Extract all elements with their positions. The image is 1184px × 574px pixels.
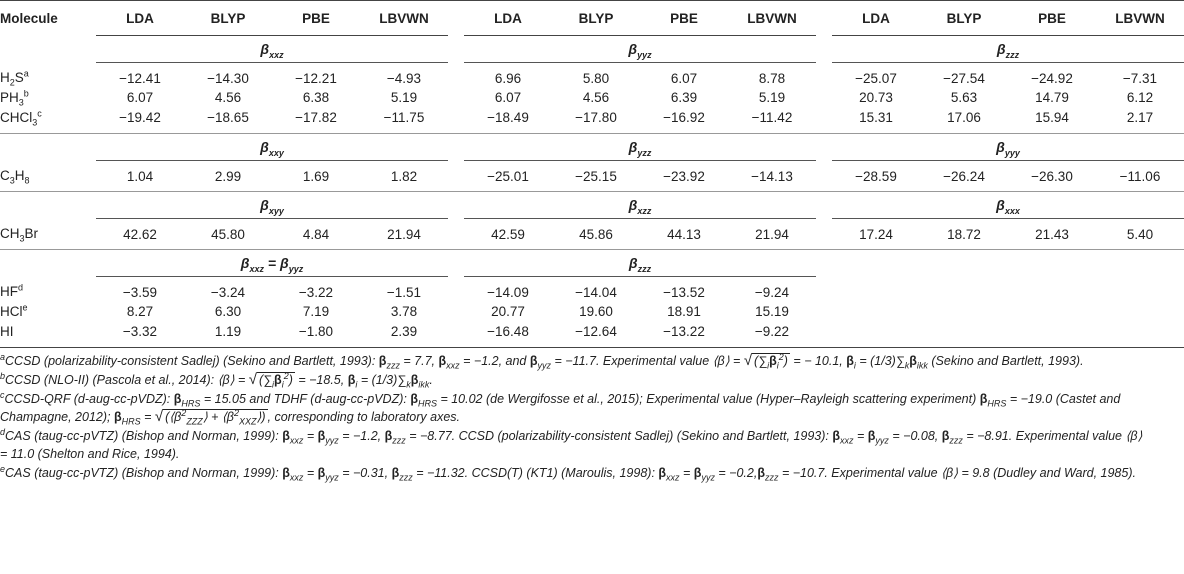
value-cell: −14.04 xyxy=(575,284,617,300)
value-cell: −1.51 xyxy=(386,284,422,300)
value-cell xyxy=(1096,277,1184,302)
footnote-marker: a xyxy=(23,68,29,79)
value-cell xyxy=(920,301,1008,321)
table-row xyxy=(0,87,1184,107)
molecule-name: H xyxy=(0,70,10,86)
molecule-name-rest: S xyxy=(14,70,24,86)
molecule-subscript: 3 xyxy=(18,97,24,108)
col-gap xyxy=(448,36,464,63)
value-cell: −3.32 xyxy=(96,321,184,348)
col-header: LDA xyxy=(832,1,920,36)
value-cell: −11.75 xyxy=(360,107,448,134)
value-cell: 45.86 xyxy=(552,219,640,250)
value-cell: 6.96 xyxy=(494,70,522,86)
equals-sign: = xyxy=(264,255,280,271)
table-row xyxy=(0,161,1184,192)
section-label-row xyxy=(0,36,1184,63)
col-gap xyxy=(448,321,464,348)
col-gap xyxy=(816,87,832,107)
molecule-name: CHCl xyxy=(0,109,33,125)
value-cell: −3.22 xyxy=(298,284,334,300)
table-row xyxy=(0,107,1184,134)
value-cell xyxy=(920,277,1008,302)
value-cell: −27.54 xyxy=(943,70,985,86)
value-cell: 1.04 xyxy=(96,161,184,192)
value-cell: −4.93 xyxy=(386,70,422,86)
molecule-cell xyxy=(0,219,96,250)
col-gap xyxy=(448,219,464,250)
molecule-subscript: 2 xyxy=(9,77,15,88)
value-cell: 6.07 xyxy=(494,89,522,105)
value-cell: 6.07 xyxy=(126,89,154,105)
footnotes xyxy=(0,348,1145,482)
col-gap xyxy=(816,219,832,250)
col-gap xyxy=(448,192,464,219)
value-cell: −14.09 xyxy=(487,284,529,300)
value-cell: −11.06 xyxy=(1096,161,1184,192)
value-cell: −26.30 xyxy=(1008,161,1096,192)
beta-symbol: β xyxy=(628,197,638,213)
section-label xyxy=(464,192,816,219)
value-cell: 6.39 xyxy=(670,89,698,105)
value-cell: 7.19 xyxy=(302,303,330,319)
section-label xyxy=(464,36,816,63)
molecule-cell xyxy=(0,277,96,302)
col-gap xyxy=(448,250,464,277)
molecule-name: HI xyxy=(0,323,14,339)
value-cell: 5.19 xyxy=(390,89,418,105)
value-cell: −13.52 xyxy=(663,284,705,300)
value-cell: −11.42 xyxy=(728,107,816,134)
section-label-row xyxy=(0,250,1184,277)
value-cell: 8.27 xyxy=(126,303,154,319)
beta-subscript: yyy xyxy=(1004,147,1020,158)
molecule-subscript: 3 xyxy=(19,233,25,244)
table-row xyxy=(0,219,1184,250)
section-label xyxy=(96,250,448,277)
table-row xyxy=(0,301,1184,321)
value-cell: −26.24 xyxy=(920,161,1008,192)
value-cell: 20.73 xyxy=(859,89,893,105)
footnote-marker: c xyxy=(37,108,42,118)
value-cell: 2.99 xyxy=(184,161,272,192)
value-cell: 5.40 xyxy=(1096,219,1184,250)
beta-symbol: β xyxy=(996,41,1006,57)
value-cell xyxy=(1096,321,1184,348)
table-row xyxy=(0,321,1184,348)
value-cell: 1.19 xyxy=(184,321,272,348)
footnote-a: $^a$CCSD (polarizability-consistent Sadlej) (Sekino and Bartlett, 1993): $\beta_{zzz} = 7.7$, $\beta_{xxz} = -1.2$, and $\beta_{yyz} = -11.7$. Experimental value ⟨β⟩ = √ $(\sum_i\beta_i^2)$ = − 10.1, $\beta_i = (1/3)\sum_k\beta_{ikk}$ (Sekino and Bartlett, 1993). xyxy=(0,351,1084,371)
value-cell: −25.15 xyxy=(552,161,640,192)
col-gap xyxy=(816,192,832,219)
value-cell: 21.94 xyxy=(728,219,816,250)
col-header: Molecule xyxy=(0,1,96,36)
beta-subscript: xxx xyxy=(1004,205,1020,216)
value-cell: 3.78 xyxy=(390,303,418,319)
value-cell: 45.80 xyxy=(184,219,272,250)
value-cell: 2.39 xyxy=(360,321,448,348)
section-label-row xyxy=(0,192,1184,219)
col-gap xyxy=(448,277,464,302)
value-cell: 4.84 xyxy=(272,219,360,250)
molecule-cell xyxy=(0,161,96,192)
value-cell xyxy=(832,301,920,321)
value-cell: −3.24 xyxy=(210,284,246,300)
col-header: PBE xyxy=(640,1,728,36)
value-cell: 2.17 xyxy=(1096,107,1184,134)
col-gap xyxy=(448,134,464,161)
value-cell: −9.24 xyxy=(754,284,790,300)
beta-symbol: β xyxy=(628,255,638,271)
table-body xyxy=(0,36,1184,348)
beta-symbol: β xyxy=(240,255,250,271)
value-cell: 4.56 xyxy=(214,89,242,105)
value-cell: 1.82 xyxy=(360,161,448,192)
value-cell: −12.21 xyxy=(295,70,337,86)
beta-symbol: β xyxy=(628,41,638,57)
molecule-name: PH xyxy=(0,89,19,105)
section-label xyxy=(96,192,448,219)
beta-symbol: β xyxy=(996,197,1005,213)
value-cell: −14.13 xyxy=(728,161,816,192)
value-cell xyxy=(832,277,920,302)
value-cell: 1.69 xyxy=(272,161,360,192)
value-cell: −12.41 xyxy=(119,70,161,86)
value-cell: −25.07 xyxy=(855,70,897,86)
footnote-d: $^d$CAS (taug-cc-pVTZ) (Bishop and Norman, 1999): $\beta_{xxz} = \beta_{yyz} = -1.2$, $\beta_{zzz} = -8.77$. CCSD (polarizability-consistent Sadlej) (Sekino and Bartlett, 1993): $\beta_{xxz} = \beta_{yyz} = -0.08$, $\beta_{zzz} = -8.91$. Experimental value ⟨β⟩ = 11.0 (Shelton and Rice, 1994). xyxy=(0,426,1143,461)
value-cell: 18.91 xyxy=(667,303,701,319)
molecule-name: HCl xyxy=(0,303,23,319)
section-label xyxy=(464,250,816,277)
beta-symbol: β xyxy=(996,139,1005,155)
col-header: LDA xyxy=(96,1,184,36)
beta-symbol: β xyxy=(260,139,269,155)
col-gap xyxy=(816,107,832,134)
footnote-e: $^e$CAS (taug-cc-pVTZ) (Bishop and Norman, 1999): $\beta_{xxz} = \beta_{yyz} = -0.31$, $\beta_{zzz} = -11.32$. CCSD(T) (KT1) (Maroulis, 1998): $\beta_{xxz} = \beta_{yyz} = -0.2,\beta_{zzz} = -10.7$. Experimental value ⟨β⟩ = 9.8 (Dudley and Ward, 1985). xyxy=(0,463,1136,483)
col-gap xyxy=(448,301,464,321)
beta-subscript: yyz xyxy=(288,263,304,274)
value-cell: 20.77 xyxy=(491,303,525,319)
header-row xyxy=(0,1,1184,36)
col-gap xyxy=(448,107,464,134)
beta-subscript: zzz xyxy=(637,263,652,274)
beta-subscript: xxz xyxy=(249,263,265,274)
value-cell: 21.43 xyxy=(1008,219,1096,250)
molecule-name-rest: Br xyxy=(24,226,39,242)
col-header: BLYP xyxy=(920,1,1008,36)
section-label xyxy=(832,192,1184,219)
value-cell: −1.80 xyxy=(272,321,360,348)
footnote-marker: e xyxy=(22,302,28,312)
molecule-name: CH xyxy=(0,226,20,242)
value-cell: 15.31 xyxy=(832,107,920,134)
section-label xyxy=(96,36,448,63)
section-spacer xyxy=(0,36,96,63)
section-label-row xyxy=(0,134,1184,161)
col-gap xyxy=(816,36,832,63)
molecule-cell xyxy=(0,63,96,88)
beta-subscript: xxz xyxy=(269,49,284,60)
col-gap xyxy=(816,277,832,302)
col-gap xyxy=(816,321,832,348)
value-cell: 44.13 xyxy=(640,219,728,250)
value-cell: 18.72 xyxy=(920,219,1008,250)
value-cell xyxy=(1008,277,1096,302)
molecule-subscript: 8 xyxy=(24,175,30,186)
value-cell: 14.79 xyxy=(1035,89,1069,105)
molecule-subscript: 3 xyxy=(32,117,38,128)
molecule-cell xyxy=(0,87,96,107)
beta-subscript: xzz xyxy=(637,205,652,216)
value-cell: −16.92 xyxy=(640,107,728,134)
col-header: PBE xyxy=(1008,1,1096,36)
col-gap xyxy=(816,250,832,277)
beta-symbol: β xyxy=(260,197,269,213)
value-cell: 4.56 xyxy=(582,89,610,105)
value-cell: −24.92 xyxy=(1031,70,1073,86)
value-cell: 21.94 xyxy=(360,219,448,250)
section-label xyxy=(832,36,1184,63)
section-label xyxy=(96,134,448,161)
col-header: PBE xyxy=(272,1,360,36)
molecule-name-rest: H xyxy=(14,168,25,184)
value-cell: −18.49 xyxy=(464,107,552,134)
beta-subscript: yyz xyxy=(637,49,652,60)
value-cell: −17.80 xyxy=(552,107,640,134)
col-gap xyxy=(448,1,464,36)
beta-symbol: β xyxy=(279,255,289,271)
molecule-subscript: 3 xyxy=(9,175,15,186)
value-cell: 6.07 xyxy=(670,70,698,86)
value-cell: −23.92 xyxy=(640,161,728,192)
value-cell: 5.80 xyxy=(582,70,610,86)
section-label xyxy=(832,250,1184,277)
col-header: LBVWN xyxy=(728,1,816,36)
value-cell xyxy=(920,321,1008,348)
section-spacer xyxy=(0,192,96,219)
beta-subscript: xyy xyxy=(268,205,284,216)
col-gap xyxy=(816,1,832,36)
col-gap xyxy=(448,87,464,107)
value-cell xyxy=(832,321,920,348)
beta-subscript: xxy xyxy=(268,147,284,158)
value-cell: −7.31 xyxy=(1122,70,1158,86)
value-cell: 17.24 xyxy=(832,219,920,250)
col-gap xyxy=(448,161,464,192)
value-cell: 6.12 xyxy=(1126,89,1154,105)
value-cell xyxy=(1008,301,1096,321)
value-cell: 5.63 xyxy=(950,89,978,105)
molecule-cell xyxy=(0,321,96,348)
value-cell: 17.06 xyxy=(920,107,1008,134)
footnote-marker: d xyxy=(18,282,24,293)
footnote-b: $^b$CCSD (NLO-II) (Pascola et al., 2014): ⟨β⟩ = √ $(\sum_i\beta_i^2) = -18.5$, $\beta_i = (1/3)\sum_k\beta_{ikk}$. xyxy=(0,370,433,390)
value-cell: −19.42 xyxy=(96,107,184,134)
value-cell: 6.30 xyxy=(214,303,242,319)
col-header: LBVWN xyxy=(360,1,448,36)
value-cell: −9.22 xyxy=(728,321,816,348)
table-row xyxy=(0,63,1184,88)
value-cell: −17.82 xyxy=(272,107,360,134)
section-spacer xyxy=(0,250,96,277)
value-cell: −18.65 xyxy=(184,107,272,134)
value-cell: 15.19 xyxy=(755,303,789,319)
value-cell: 6.38 xyxy=(302,89,330,105)
col-header: LBVWN xyxy=(1096,1,1184,36)
value-cell: −3.59 xyxy=(122,284,158,300)
value-cell: −28.59 xyxy=(832,161,920,192)
beta-subscript: yzz xyxy=(637,147,652,158)
col-header: LDA xyxy=(464,1,552,36)
value-cell: 42.59 xyxy=(464,219,552,250)
value-cell: 5.19 xyxy=(758,89,786,105)
beta-symbol: β xyxy=(260,41,270,57)
col-header: BLYP xyxy=(184,1,272,36)
table-row xyxy=(0,277,1184,302)
value-cell xyxy=(1008,321,1096,348)
col-gap xyxy=(816,134,832,161)
value-cell: −14.30 xyxy=(207,70,249,86)
value-cell: 15.94 xyxy=(1008,107,1096,134)
col-gap xyxy=(816,63,832,88)
value-cell: −25.01 xyxy=(464,161,552,192)
value-cell: −12.64 xyxy=(552,321,640,348)
section-spacer xyxy=(0,134,96,161)
value-cell: −16.48 xyxy=(464,321,552,348)
molecule-name: HF xyxy=(0,284,18,300)
value-cell xyxy=(1096,301,1184,321)
value-cell: −13.22 xyxy=(640,321,728,348)
col-header: BLYP xyxy=(552,1,640,36)
beta-subscript: zzz xyxy=(1005,49,1020,60)
molecule-cell xyxy=(0,107,96,134)
col-gap xyxy=(816,161,832,192)
molecule-name: C xyxy=(0,168,10,184)
molecule-cell xyxy=(0,301,96,321)
value-cell: 19.60 xyxy=(579,303,613,319)
footnote-c: $^c$CCSD-QRF (d-aug-cc-pVDZ): $\beta_{HRS} = 15.05$ and TDHF (d-aug-cc-pVDZ): $\beta_{HRS} = 10.02$ (de Wergifosse et al., 2015); Experimental value (Hyper–Rayleigh scattering experiment) $\beta_{HRS} = -19.0$ (Castet and Champagne, 2012); $\beta_{HRS}$ = √ ($⟨\beta^2_{ZZZ}⟩$ + $⟨\beta^2_{XXZ}⟩$) , corresponding to laboratory axes. xyxy=(0,389,1121,427)
value-cell: 8.78 xyxy=(758,70,786,86)
section-label xyxy=(464,134,816,161)
beta-symbol: β xyxy=(628,139,638,155)
col-gap xyxy=(816,301,832,321)
col-gap xyxy=(448,63,464,88)
value-cell: 42.62 xyxy=(96,219,184,250)
section-label xyxy=(832,134,1184,161)
footnote-marker: b xyxy=(23,88,29,98)
